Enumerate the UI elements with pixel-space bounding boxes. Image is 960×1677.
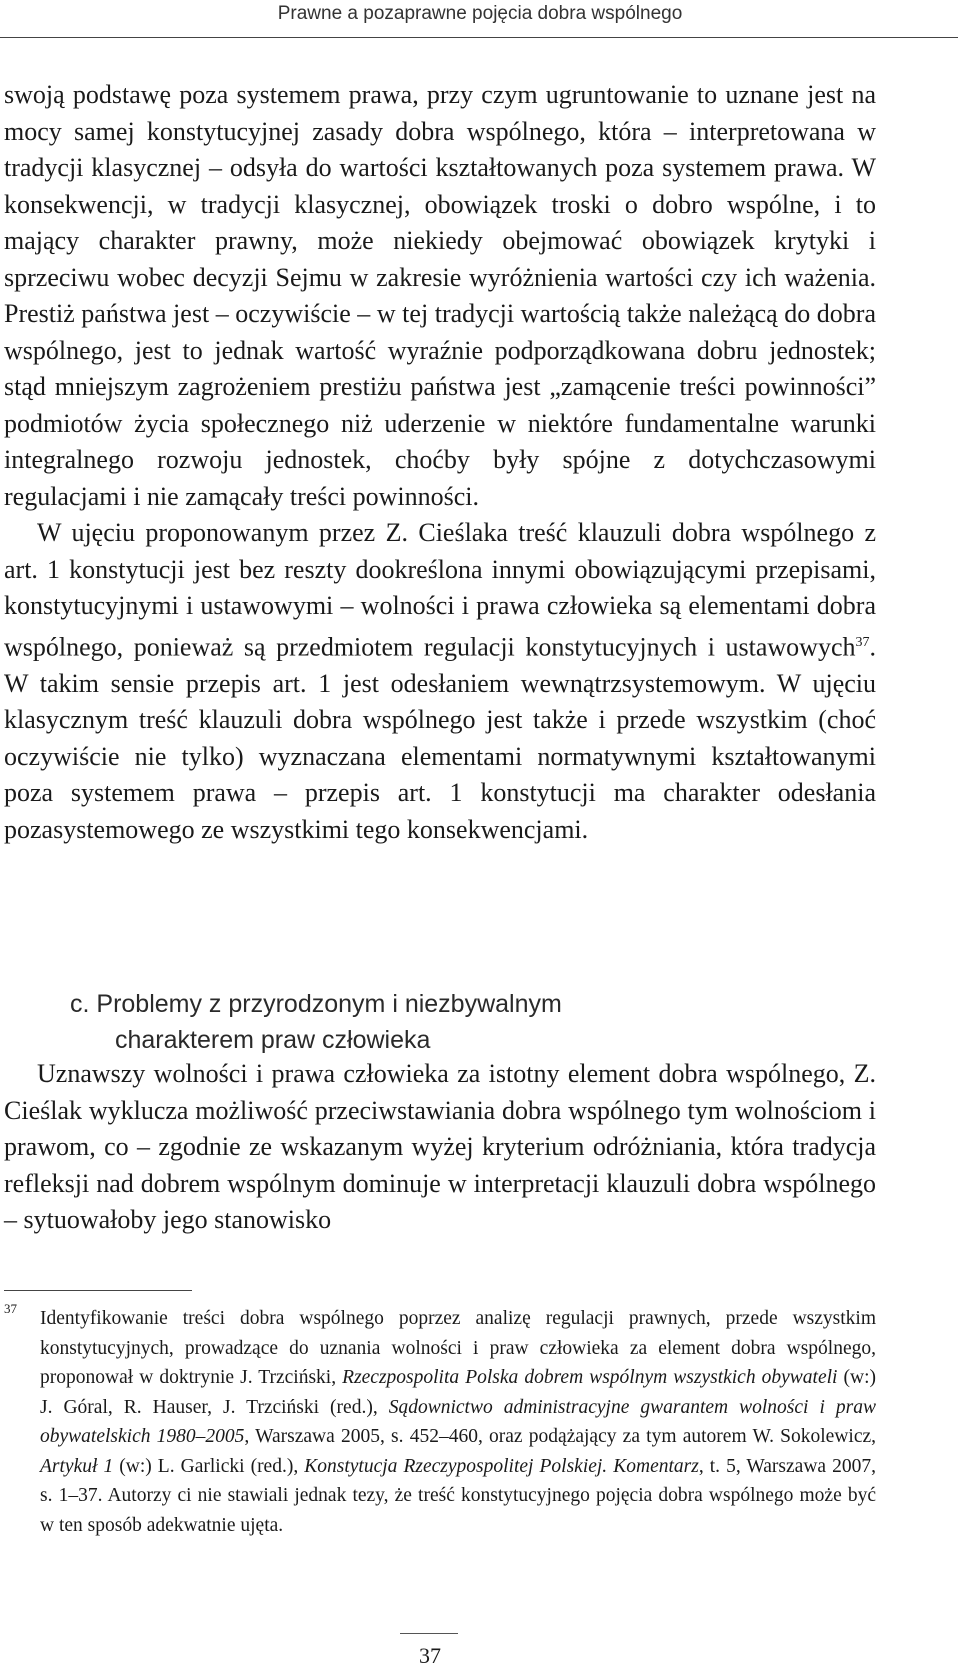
paragraph-1: swoją podstawę poza systemem prawa, przy czym ugruntowanie to uznane jest na mocy samej konstytucyjnej zasady dobra wspólnego, która – interpretowana w tradycji klasycznej – odsyła do wartości kształtowanych poza systemem prawa. W konsekwencji, w tradycji klasycznej, obowiązek troski o dobro wspólne, i to mający charakter prawny, może niekiedy obejmować obowiązek krytyki i sprzeciwu wobec decyzji Sejmu w zakresie wyróżnienia wartości czy ich ważenia. Prestiż państwa jest – oczywiście – w tej tradycji wartością także należącą do dobra wspólnego, jest to jednak wartość wyraźnie podporządkowana dobru jednostek; stąd mniejszym zagrożeniem prestiżu państwa jest „zamącenie treści powinności” podmiotów życia społecznego niż uderzenie w niektóre fundamentalne warunki integralnego rozwoju jednostek, choćby były spójne z dotychczasowymi regulacjami i nie zamącały treści powinności. [4,80,876,511]
section-subheading [70,986,850,1058]
page-number: 37 [419,1643,441,1668]
footnote-italic-4: Konstytucja Rzeczypospolitej Polskiej. Komentarz [304,1455,699,1477]
paragraph-3: Uznawszy wolności i prawa człowieka za istotny element dobra wspólnego, Z. Cieślak wyklucza możliwość przeciwstawiania dobra wspólnego tym wolnościom i prawom, co – zgodnie ze wskazanym wyżej kryterium odróżniania, która tradycja refleksji nad dobrem wspólnym dominuje w interpretacji klauzuli dobra wspólnego – sytuowałoby jego stanowisko [4,1059,876,1234]
running-header: Prawne a pozaprawne pojęcia dobra wspólnego [277,3,683,24]
footnote-italic-3: Artykuł 1 [40,1455,114,1477]
page-number-divider [400,1633,458,1634]
main-text-block-2 [4,1056,876,1239]
main-text-block [4,77,876,848]
footnote-number: 37 [4,1301,17,1316]
footnote-text-2: (w:) J. Góral, R. Hauser, J. Trzciński (red.), [40,1367,877,1418]
footnote-text-3: , Warszawa 2005, s. 452–460, oraz podążający za tym autorem W. Sokolewicz, [244,1426,876,1447]
subheading-line-1: c. Problemy z przyrodzonym i niezbywalnym [70,990,562,1018]
paragraph-2 [4,515,876,848]
footnote-italic-1: Rzeczpospolita Polska dobrem wspólnym wszystkich obywateli [342,1367,838,1388]
footnote-text-1: Identyfikowanie treści dobra wspólnego poprzez analizę regulacji prawnych, przede wszystkim konstytucyjnych, prowadzące do uznania wolności i praw człowieka za element dobra wspólnego, proponował w doktrynie J. Trzciński, [40,1308,876,1388]
footnote-divider [4,1290,192,1291]
footnote-text [40,1304,876,1540]
paragraph-2-part-a: W ujęciu proponowanym przez Z. Cieślaka treść klauzuli dobra wspólnego z art. 1 konstytucji jest bez reszty dookreślona innymi obowiązującymi przepisami, konstytucyjnymi i ustawowymi – wolności i prawa człowieka są elementami dobra wspólnego, ponieważ są przedmiotem regulacji konstytucyjnych i ustawowych [4,518,876,662]
header-divider [0,37,958,38]
paragraph-2-part-b: . W takim sensie przepis art. 1 jest odesłaniem wewnątrzsystemowym. W ujęciu klasycznym treść klauzuli dobra wspólnego jest także i przede wszystkim (choć oczywiście nie tylko) wyznaczana elementami normatywnymi kształtowanymi poza systemem prawa – przepis art. 1 konstytucji ma charakter odesłania pozasystemowego ze wszystkimi tego konsekwencjami. [4,632,876,844]
footnote-italic-2: Sądownictwo administracyjne gwarantem wolności i praw obywatelskich 1980–2005 [40,1396,876,1447]
footnote-text-4: (w:) L. Garlicki (red.), [113,1455,305,1477]
footnote-text-5: , t. 5, Warszawa 2007, s. 1–37. Autorzy ci nie stawiali jednak tezy, że treść konstytucyjnego pojęcia dobra wspólnego może być w ten sposób adekwatnie ujęta. [40,1455,876,1536]
footnote-reference: 37 [855,634,870,650]
subheading-line-2: charakterem praw człowieka [115,1026,431,1054]
